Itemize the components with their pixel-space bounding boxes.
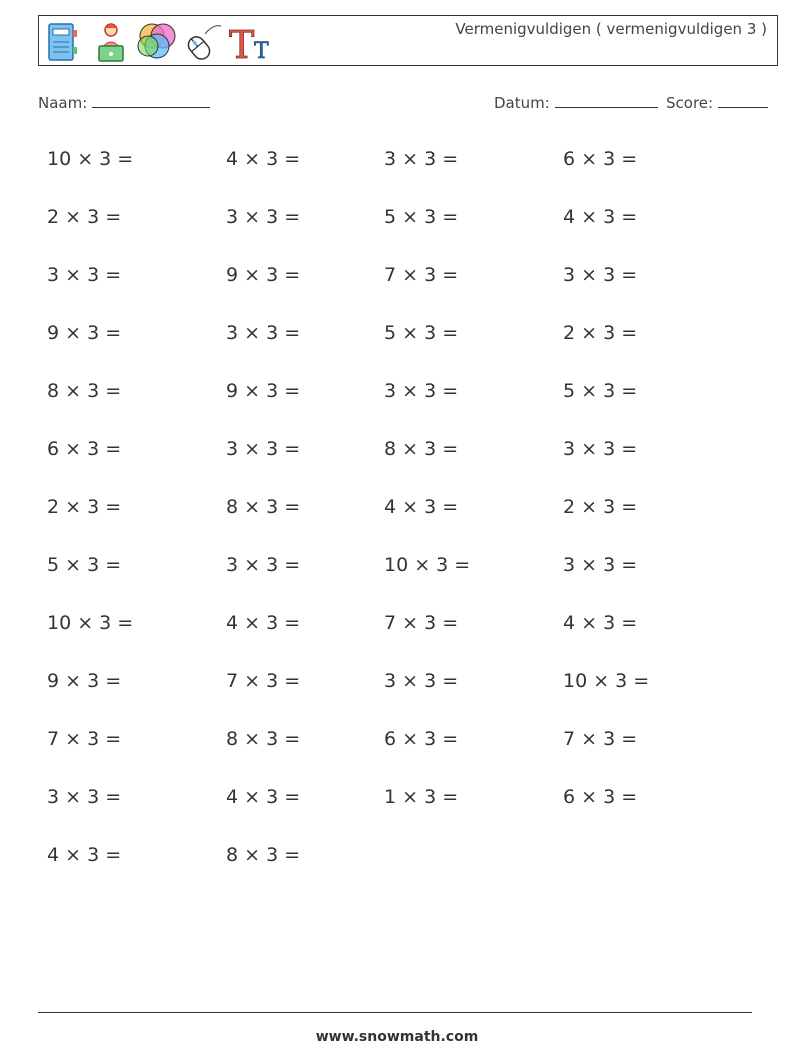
problem-item: 4 × 3 = (226, 786, 301, 808)
problem-item: 5 × 3 = (384, 322, 459, 344)
footer-divider (38, 1012, 752, 1013)
problem-item: 4 × 3 = (384, 496, 459, 518)
problem-item: 7 × 3 = (384, 264, 459, 286)
notebook-icon (45, 20, 79, 64)
student-at-laptop-icon (93, 20, 129, 64)
score-line[interactable] (718, 93, 768, 108)
footer-site: www.snowmath.com (315, 1029, 479, 1045)
worksheet-header (38, 15, 778, 66)
problem-item: 3 × 3 = (563, 438, 638, 460)
svg-text:T: T (254, 39, 269, 64)
problem-item: 9 × 3 = (226, 380, 301, 402)
name-field (38, 93, 210, 112)
problem-item: 6 × 3 = (384, 728, 459, 750)
problem-item: 8 × 3 = (47, 380, 122, 402)
problem-item: 9 × 3 = (47, 670, 122, 692)
computer-mouse-icon (183, 20, 225, 64)
problem-item: 3 × 3 = (384, 148, 459, 170)
problem-item: 10 × 3 = (47, 612, 134, 634)
color-wheel-icon (135, 20, 181, 64)
problem-item: 8 × 3 = (384, 438, 459, 460)
name-line[interactable] (92, 93, 210, 108)
problem-item: 7 × 3 = (563, 728, 638, 750)
problem-item: 3 × 3 = (47, 264, 122, 286)
problem-item: 3 × 3 = (47, 786, 122, 808)
problem-item: 4 × 3 = (47, 844, 122, 866)
text-size-icon (227, 20, 275, 64)
problem-item: 5 × 3 = (563, 380, 638, 402)
problem-item: 2 × 3 = (563, 322, 638, 344)
svg-text:T: T (229, 23, 255, 64)
problem-item: 8 × 3 = (226, 728, 301, 750)
problem-item: 8 × 3 = (226, 496, 301, 518)
problem-item: 8 × 3 = (226, 844, 301, 866)
problem-item: 1 × 3 = (384, 786, 459, 808)
problem-item: 7 × 3 = (47, 728, 122, 750)
problem-item: 10 × 3 = (563, 670, 650, 692)
problem-item: 3 × 3 = (226, 438, 301, 460)
date-line[interactable] (555, 93, 658, 108)
worksheet-title: Vermenigvuldigen ( vermenigvuldigen 3 ) (455, 20, 767, 38)
problem-item: 7 × 3 = (226, 670, 301, 692)
problem-item: 9 × 3 = (226, 264, 301, 286)
name-label: Naam: (38, 94, 88, 112)
problem-item: 3 × 3 = (563, 264, 638, 286)
problem-item: 5 × 3 = (47, 554, 122, 576)
problem-item: 2 × 3 = (563, 496, 638, 518)
problem-item: 6 × 3 = (563, 786, 638, 808)
problem-item: 3 × 3 = (226, 322, 301, 344)
problem-item: 2 × 3 = (47, 206, 122, 228)
problem-item: 3 × 3 = (384, 380, 459, 402)
date-label: Datum: (494, 94, 550, 112)
problem-item: 7 × 3 = (384, 612, 459, 634)
problem-item: 10 × 3 = (384, 554, 471, 576)
problem-item: 10 × 3 = (47, 148, 134, 170)
score-field (666, 93, 768, 112)
problem-item: 9 × 3 = (47, 322, 122, 344)
problem-item: 3 × 3 = (563, 554, 638, 576)
problem-item: 3 × 3 = (226, 206, 301, 228)
problem-item: 4 × 3 = (563, 206, 638, 228)
problem-item: 3 × 3 = (384, 670, 459, 692)
problem-item: 3 × 3 = (226, 554, 301, 576)
problem-item: 4 × 3 = (563, 612, 638, 634)
problem-item: 5 × 3 = (384, 206, 459, 228)
date-field (494, 93, 658, 112)
problem-item: 4 × 3 = (226, 612, 301, 634)
score-label: Score: (666, 94, 714, 112)
problem-item: 6 × 3 = (563, 148, 638, 170)
problem-item: 2 × 3 = (47, 496, 122, 518)
problem-item: 4 × 3 = (226, 148, 301, 170)
problem-item: 6 × 3 = (47, 438, 122, 460)
